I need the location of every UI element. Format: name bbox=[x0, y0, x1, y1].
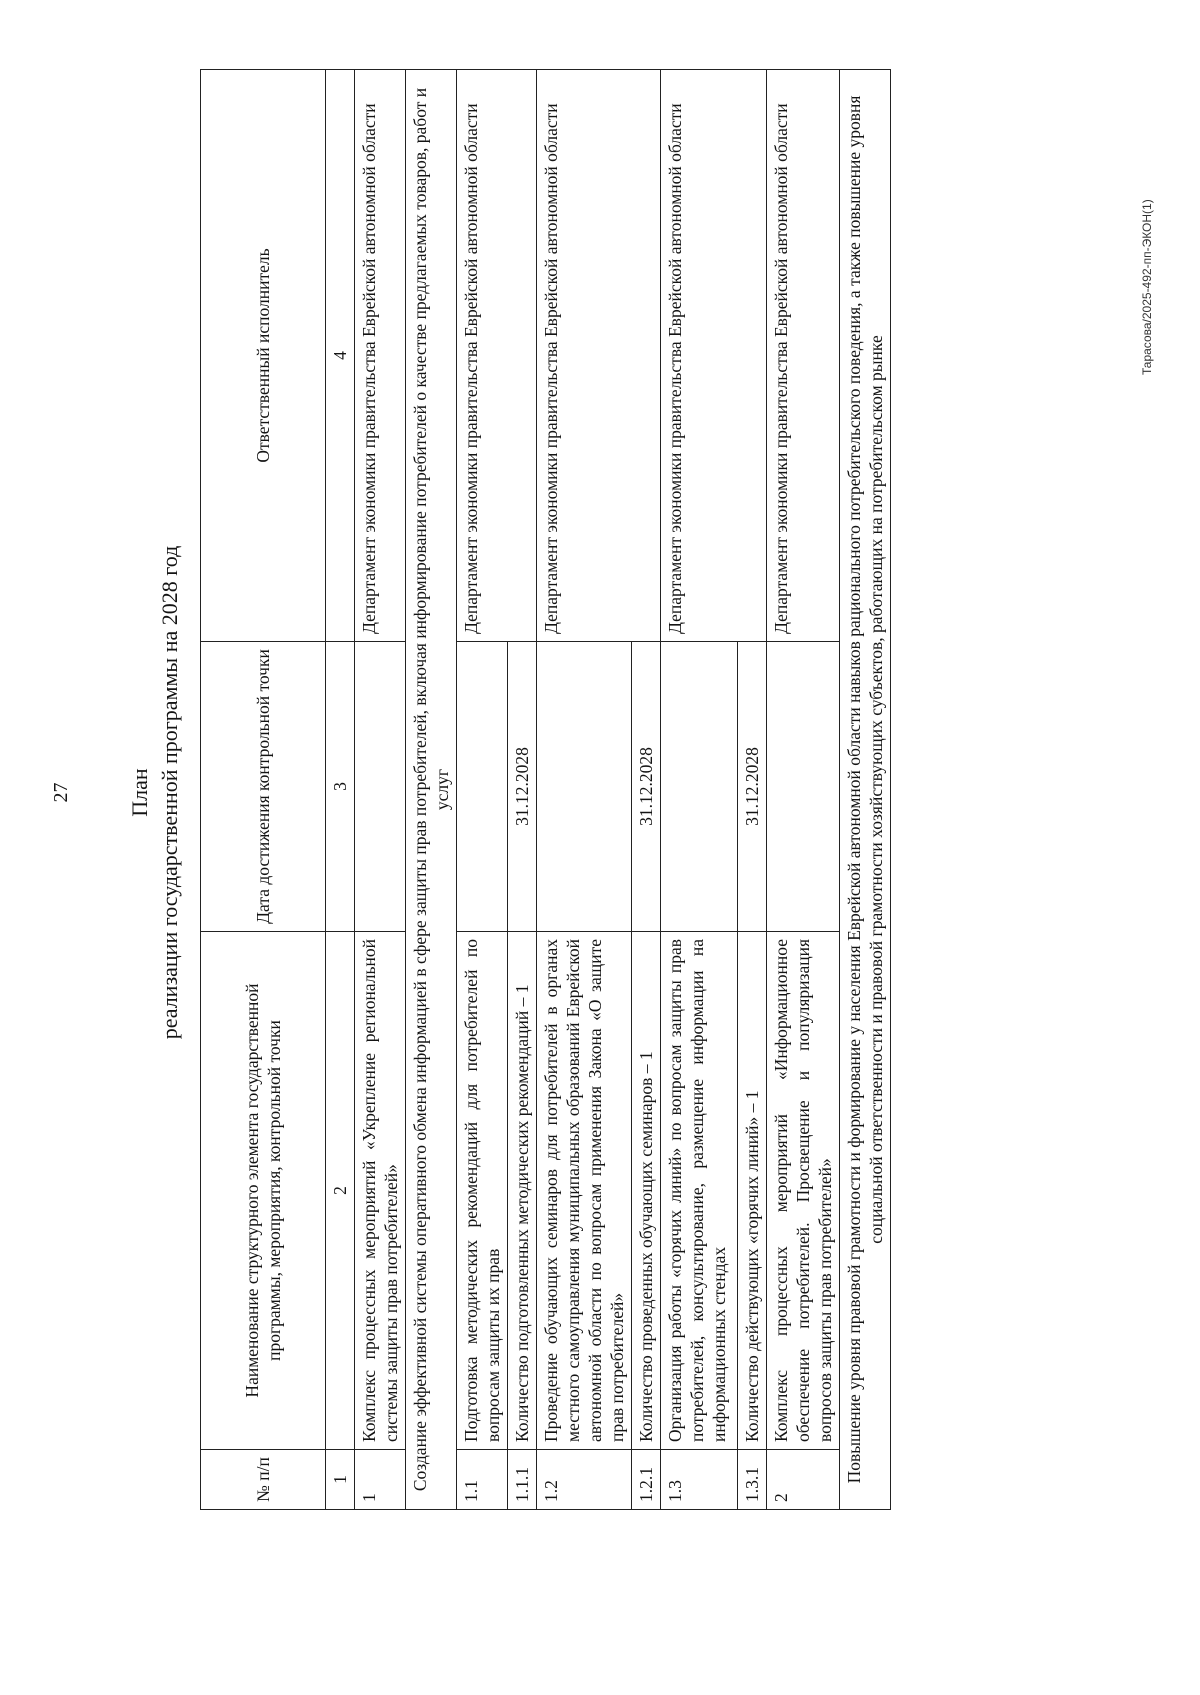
row-date: 31.12.2028 bbox=[632, 642, 661, 932]
header-num: № п/п bbox=[201, 1450, 326, 1510]
rotated-page bbox=[20, 0, 1180, 1585]
row-num: 1.1 bbox=[457, 1450, 508, 1510]
row-date bbox=[537, 642, 632, 932]
section-row bbox=[840, 70, 891, 1510]
col-number-3: 3 bbox=[326, 642, 355, 932]
row-date bbox=[661, 642, 738, 932]
col-number-1: 1 bbox=[326, 1450, 355, 1510]
table-row bbox=[355, 70, 406, 1510]
title-line-2: реализации государственной программы на 2028 год bbox=[157, 545, 182, 1040]
table-row bbox=[537, 70, 632, 1510]
row-num: 1.2.1 bbox=[632, 1450, 661, 1510]
plan-table bbox=[200, 69, 891, 1510]
row-date: 31.12.2028 bbox=[508, 642, 537, 932]
row-name: Количество подготовленных методических рекомендаций – 1 bbox=[508, 932, 537, 1450]
row-num: 2 bbox=[767, 1450, 840, 1510]
header-resp: Ответственный исполнитель bbox=[201, 70, 326, 642]
row-name: Количество проведенных обучающих семинаров – 1 bbox=[632, 932, 661, 1450]
table-header-row bbox=[201, 70, 326, 1510]
row-date: 31.12.2028 bbox=[738, 642, 767, 932]
col-number-4: 4 bbox=[326, 70, 355, 642]
row-num: 1 bbox=[355, 1450, 406, 1510]
row-resp: Департамент экономики правительства Еврейской автономной области bbox=[355, 70, 406, 642]
page-number: 27 bbox=[50, 782, 72, 803]
row-name: Организация работы «горячих линий» по вопросам защиты прав потребителей, консультирование, размещение информации на информационных стендах bbox=[661, 932, 738, 1450]
row-date bbox=[457, 642, 508, 932]
table-row bbox=[457, 70, 508, 1510]
column-number-row bbox=[326, 70, 355, 1510]
section-text: Создание эффективной системы оперативного обмена информацией в сфере защиты прав потребителей, включая информирование потребителей о качестве предлагаемых товаров, работ и услуг bbox=[406, 70, 457, 1510]
row-resp: Департамент экономики правительства Еврейской автономной области bbox=[457, 70, 537, 642]
section-text: Повышение уровня правовой грамотности и формирование у населения Еврейской автономной области навыков рационального потребительского поведения, а также повышение уровня социальной ответственности и правовой грамотности хозяйствующих субъектов, работающих на потребительском рынке bbox=[840, 70, 891, 1510]
row-name: Комплекс процессных мероприятий «Укрепление региональной системы защиты прав потребителей» bbox=[355, 932, 406, 1450]
row-num: 1.3 bbox=[661, 1450, 738, 1510]
row-resp: Департамент экономики правительства Еврейской автономной области bbox=[537, 70, 661, 642]
table-row bbox=[767, 70, 840, 1510]
row-date bbox=[767, 642, 840, 932]
table-row bbox=[661, 70, 738, 1510]
header-date: Дата достижения контрольной точки bbox=[201, 642, 326, 932]
row-num: 1.3.1 bbox=[738, 1450, 767, 1510]
row-name: Подготовка методических рекомендаций для потребителей по вопросам защиты их прав bbox=[457, 932, 508, 1450]
header-name: Наименование структурного элемента государственной программы, мероприятия, контрольной точки bbox=[201, 932, 326, 1450]
row-num: 1.1.1 bbox=[508, 1450, 537, 1510]
row-name: Количество действующих «горячих линий» – 1 bbox=[738, 932, 767, 1450]
row-name: Комплекс процессных мероприятий «Информационное обеспечение потребителей. Просвещение и популяризация вопросов защиты прав потребителей» bbox=[767, 932, 840, 1450]
section-row bbox=[406, 70, 457, 1510]
title-line-1: План bbox=[127, 768, 152, 817]
row-name: Проведение обучающих семинаров для потребителей в органах местного самоуправления муниципальных образований Еврейской автономной области по вопросам применения Закона «О защите прав потребителей» bbox=[537, 932, 632, 1450]
row-resp: Департамент экономики правительства Еврейской автономной области bbox=[661, 70, 767, 642]
row-num: 1.2 bbox=[537, 1450, 632, 1510]
row-date bbox=[355, 642, 406, 932]
page-title bbox=[125, 0, 185, 1585]
col-number-2: 2 bbox=[326, 932, 355, 1450]
document-code: Тарасова/2025-492-пп-ЭКОН(1) bbox=[1140, 199, 1154, 375]
row-resp: Департамент экономики правительства Еврейской автономной области bbox=[767, 70, 840, 642]
